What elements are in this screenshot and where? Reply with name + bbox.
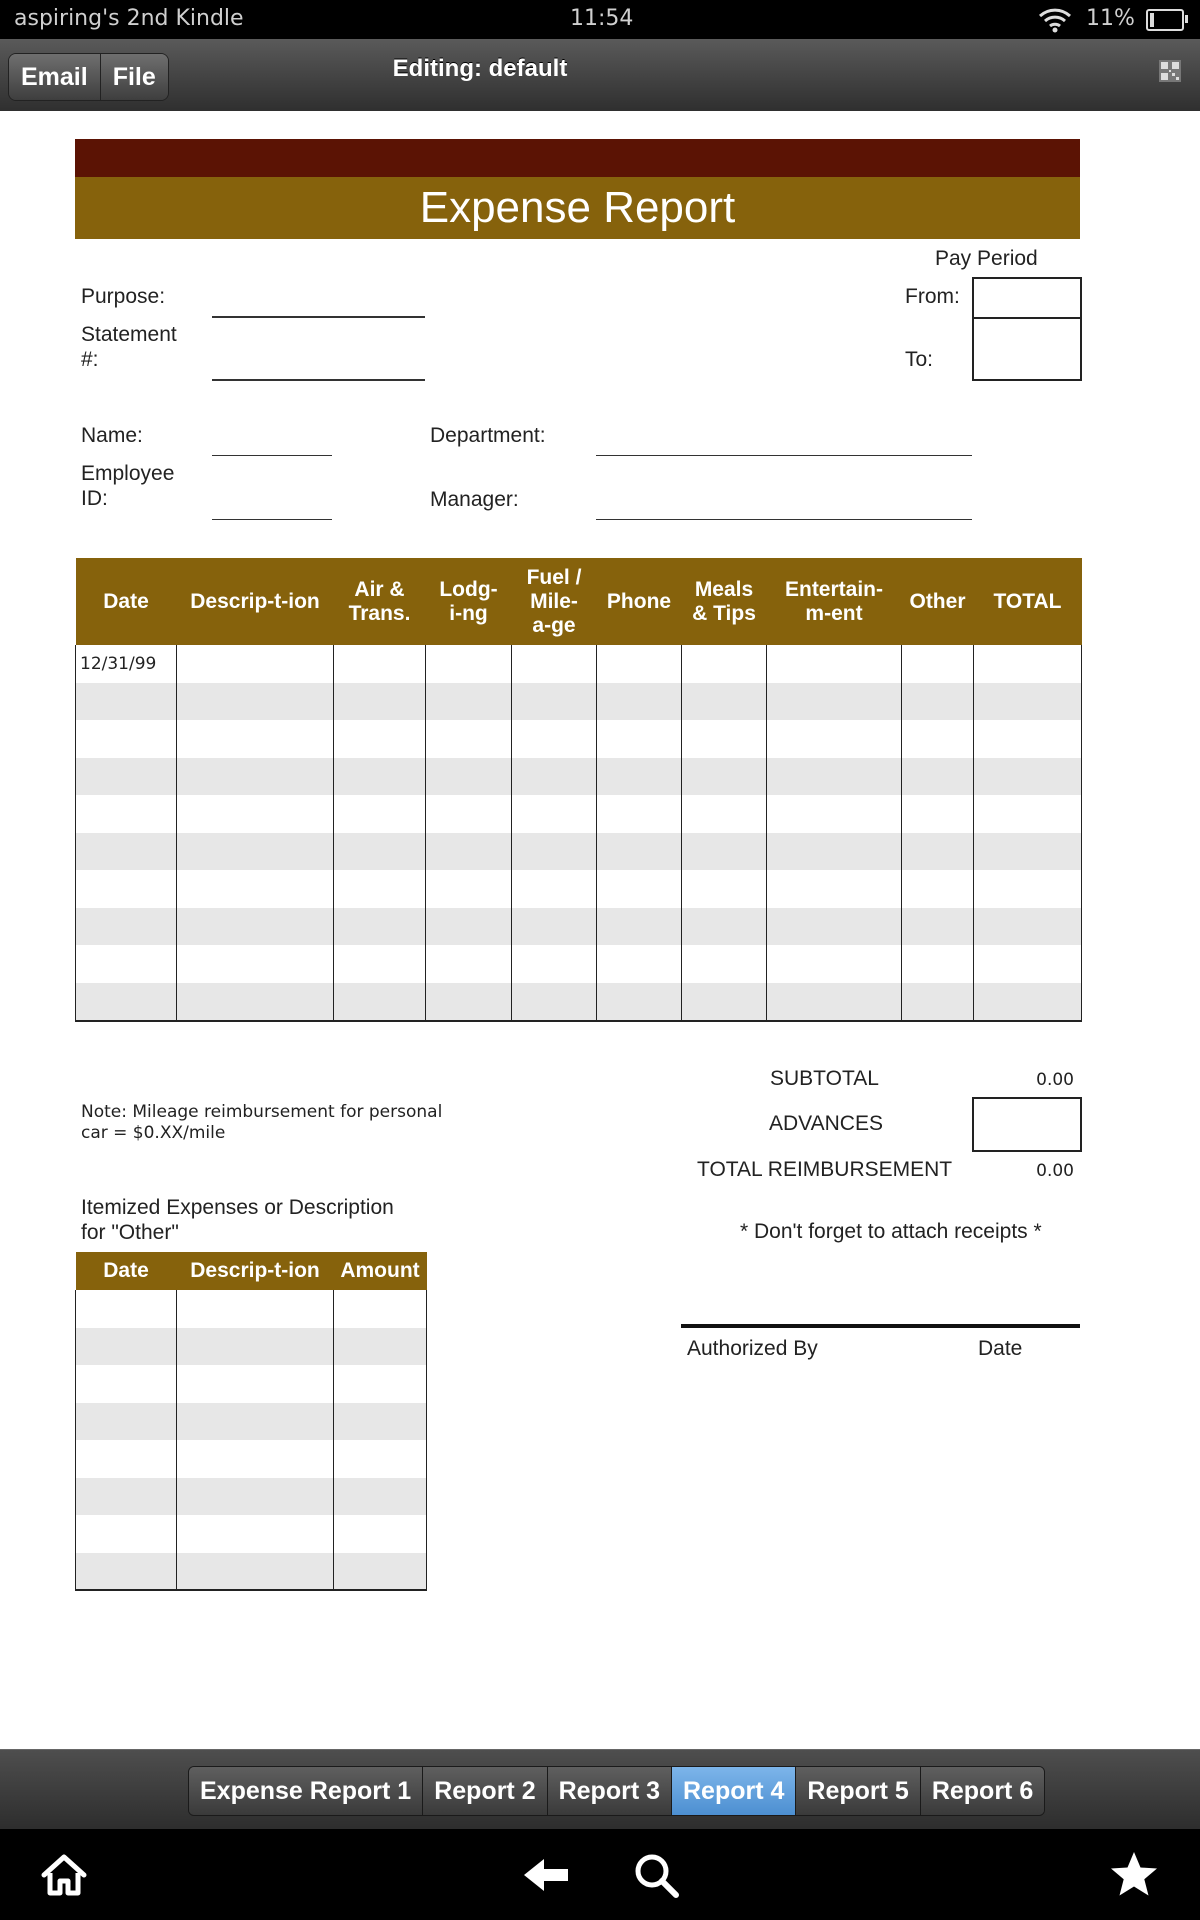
column-header — [177, 558, 334, 645]
table-cell[interactable] — [682, 645, 767, 683]
table-cell[interactable] — [902, 720, 974, 758]
table-cell[interactable] — [177, 908, 334, 946]
itemized-column-header: Descrip-t-ion — [177, 1252, 334, 1290]
table-cell[interactable] — [177, 645, 334, 683]
to-label: To: — [905, 348, 934, 371]
employee-id-label-line1: Employee — [81, 462, 175, 485]
table-cell[interactable] — [426, 795, 512, 833]
device-name: aspiring's 2nd Kindle — [14, 6, 244, 31]
total-reimbursement-label: TOTAL REIMBURSEMENT — [697, 1158, 953, 1181]
column-header — [974, 558, 1082, 645]
column-header — [76, 558, 177, 645]
table-cell[interactable] — [177, 1328, 334, 1366]
table-cell[interactable] — [177, 795, 334, 833]
table-cell[interactable] — [512, 983, 597, 1021]
sheet-tab[interactable]: Expense Report 1 — [189, 1767, 423, 1815]
table-cell[interactable] — [597, 720, 682, 758]
sheet-tab-bar — [0, 1749, 1200, 1830]
table-cell[interactable] — [974, 795, 1082, 833]
table-row — [76, 1478, 427, 1516]
column-header-text: Other — [909, 589, 966, 613]
table-cell[interactable] — [334, 1440, 427, 1478]
table-cell[interactable] — [76, 1553, 177, 1591]
column-header — [512, 558, 597, 645]
table-row — [76, 870, 1082, 908]
employee-id-label-line2: ID: — [81, 487, 108, 510]
table-cell[interactable] — [974, 983, 1082, 1021]
column-header — [334, 558, 426, 645]
pay-period-to-field[interactable] — [972, 317, 1082, 381]
table-cell[interactable] — [512, 683, 597, 721]
table-cell[interactable] — [177, 870, 334, 908]
table-cell[interactable] — [76, 795, 177, 833]
itemized-column-header: Amount — [334, 1252, 427, 1290]
table-cell[interactable] — [76, 983, 177, 1021]
column-header — [767, 558, 902, 645]
from-label: From: — [905, 285, 960, 308]
table-cell[interactable] — [177, 758, 334, 796]
column-header — [902, 558, 974, 645]
manager-label: Manager: — [430, 488, 519, 511]
table-cell[interactable] — [334, 645, 426, 683]
table-cell[interactable] — [682, 758, 767, 796]
table-cell[interactable] — [76, 870, 177, 908]
purpose-label: Purpose: — [81, 285, 166, 308]
table-cell[interactable] — [767, 908, 902, 946]
table-cell[interactable] — [974, 833, 1082, 871]
table-cell[interactable] — [177, 1515, 334, 1553]
table-cell[interactable] — [512, 833, 597, 871]
statement-label-line2: #: — [81, 348, 99, 371]
pay-period-label: Pay Period — [935, 247, 1038, 270]
file-button[interactable]: File — [101, 54, 168, 100]
table-cell[interactable] — [767, 945, 902, 983]
itemized-title-line1: Itemized Expenses or Description — [81, 1196, 394, 1219]
table-cell[interactable] — [974, 945, 1082, 983]
table-cell[interactable] — [974, 908, 1082, 946]
column-header-text: Mile- — [530, 589, 578, 613]
table-cell[interactable] — [512, 720, 597, 758]
battery-icon — [1146, 9, 1184, 31]
table-cell[interactable] — [177, 1553, 334, 1591]
table-row — [76, 908, 1082, 946]
column-header-text: Meals — [694, 577, 754, 601]
table-cell[interactable] — [334, 983, 426, 1021]
header-band — [75, 139, 1080, 177]
column-header-text: i-ng — [449, 601, 488, 625]
table-cell[interactable] — [512, 870, 597, 908]
table-cell[interactable] — [512, 795, 597, 833]
table-cell[interactable] — [426, 645, 512, 683]
table-cell[interactable] — [512, 758, 597, 796]
mileage-note-line1: Note: Mileage reimbursement for personal — [81, 1102, 443, 1122]
column-header — [682, 558, 767, 645]
system-nav-bar — [0, 1829, 1200, 1920]
table-cell[interactable] — [902, 945, 974, 983]
table-cell[interactable] — [426, 758, 512, 796]
table-cell[interactable] — [177, 1365, 334, 1403]
table-cell[interactable] — [334, 945, 426, 983]
expense-table-header — [76, 558, 1082, 645]
sheet-tab[interactable]: Report 4 — [672, 1767, 796, 1815]
table-cell[interactable] — [902, 795, 974, 833]
employee-id-label — [81, 461, 174, 511]
table-cell[interactable] — [902, 983, 974, 1021]
table-cell[interactable] — [682, 795, 767, 833]
table-cell[interactable] — [682, 833, 767, 871]
table-cell[interactable] — [767, 870, 902, 908]
table-cell[interactable] — [597, 645, 682, 683]
table-cell[interactable] — [334, 1515, 427, 1553]
toolbar-title: Editing: default — [392, 55, 568, 82]
search-icon[interactable] — [630, 1849, 682, 1901]
sheet-tab[interactable]: Report 6 — [921, 1767, 1044, 1815]
table-cell[interactable] — [682, 908, 767, 946]
column-header — [426, 558, 512, 645]
advances-label: ADVANCES — [769, 1112, 883, 1135]
table-cell[interactable] — [597, 833, 682, 871]
table-cell[interactable] — [334, 758, 426, 796]
table-cell[interactable] — [682, 683, 767, 721]
table-cell[interactable] — [334, 870, 426, 908]
table-cell[interactable] — [334, 795, 426, 833]
table-cell[interactable] — [682, 945, 767, 983]
table-cell[interactable] — [76, 758, 177, 796]
table-row — [76, 758, 1082, 796]
name-field[interactable] — [212, 455, 332, 456]
itemized-title-line2: for "Other" — [81, 1221, 179, 1244]
itemized-column-header: Date — [76, 1252, 177, 1290]
table-cell[interactable] — [597, 683, 682, 721]
table-cell[interactable] — [177, 1403, 334, 1441]
column-header-text: Trans. — [348, 601, 411, 625]
table-row — [76, 1365, 427, 1403]
table-cell[interactable] — [76, 720, 177, 758]
toolbar-button-group — [8, 53, 169, 101]
sheet-tab[interactable]: Report 2 — [423, 1767, 547, 1815]
column-header-text: a-ge — [532, 613, 576, 637]
column-header-text: Lodg- — [439, 577, 498, 601]
statement-number-field[interactable] — [212, 379, 425, 381]
table-cell[interactable] — [177, 1290, 334, 1328]
subtotal-value: 0.00 — [1036, 1070, 1074, 1090]
table-cell[interactable] — [426, 833, 512, 871]
table-cell[interactable] — [334, 1403, 427, 1441]
report-title: Expense Report — [419, 183, 736, 232]
wifi-icon — [1038, 7, 1072, 33]
table-cell[interactable] — [177, 945, 334, 983]
table-cell[interactable] — [974, 758, 1082, 796]
purpose-field[interactable] — [212, 316, 425, 318]
table-cell[interactable] — [767, 683, 902, 721]
itemized-table-header — [76, 1252, 427, 1290]
column-header-text: TOTAL — [993, 589, 1062, 613]
table-cell[interactable] — [76, 833, 177, 871]
table-cell[interactable] — [767, 833, 902, 871]
table-cell[interactable] — [76, 908, 177, 946]
table-cell[interactable] — [597, 870, 682, 908]
table-cell[interactable] — [902, 758, 974, 796]
authorization-signature-line[interactable] — [681, 1324, 1080, 1328]
table-row — [76, 983, 1082, 1021]
table-cell[interactable] — [597, 758, 682, 796]
employee-id-field[interactable] — [212, 519, 332, 520]
table-cell[interactable] — [767, 795, 902, 833]
sheet-tab[interactable]: Report 3 — [548, 1767, 672, 1815]
table-row — [76, 645, 1082, 683]
table-cell[interactable] — [767, 983, 902, 1021]
table-cell[interactable] — [76, 1440, 177, 1478]
table-cell[interactable] — [76, 1478, 177, 1516]
table-cell[interactable] — [177, 833, 334, 871]
table-cell[interactable] — [177, 1478, 334, 1516]
table-cell[interactable] — [334, 683, 426, 721]
table-row — [76, 1515, 427, 1553]
table-cell[interactable] — [597, 908, 682, 946]
table-cell[interactable] — [426, 983, 512, 1021]
table-cell[interactable] — [767, 720, 902, 758]
table-row — [76, 795, 1082, 833]
table-cell[interactable] — [682, 983, 767, 1021]
table-cell[interactable] — [597, 795, 682, 833]
column-header-text: Phone — [606, 589, 672, 613]
table-cell[interactable] — [76, 683, 177, 721]
table-cell[interactable] — [512, 945, 597, 983]
table-row — [76, 1403, 427, 1441]
table-cell[interactable] — [902, 645, 974, 683]
table-cell[interactable] — [334, 1365, 427, 1403]
manager-field[interactable] — [596, 519, 972, 520]
itemized-title — [81, 1195, 394, 1245]
table-cell[interactable] — [334, 908, 426, 946]
table-row — [76, 1440, 427, 1478]
table-cell[interactable] — [76, 1403, 177, 1441]
table-cell[interactable] — [426, 683, 512, 721]
app-toolbar — [0, 39, 1200, 112]
qr-code-icon[interactable] — [1158, 59, 1182, 83]
table-cell[interactable] — [334, 1328, 427, 1366]
expense-report-sheet — [0, 111, 1200, 1749]
table-row — [76, 833, 1082, 871]
table-cell[interactable] — [177, 983, 334, 1021]
table-cell[interactable] — [974, 645, 1082, 683]
pay-period-from-field[interactable] — [972, 277, 1082, 319]
table-cell[interactable] — [76, 1515, 177, 1553]
column-header-text: m-ent — [805, 601, 863, 625]
column-header-text: Entertain- — [784, 577, 883, 601]
table-cell[interactable] — [682, 870, 767, 908]
table-cell[interactable] — [177, 720, 334, 758]
column-header-text: & Tips — [692, 601, 756, 625]
sheet-tab[interactable]: Report 5 — [796, 1767, 920, 1815]
table-cell[interactable] — [902, 833, 974, 871]
table-cell[interactable] — [76, 1290, 177, 1328]
statement-label-line1: Statement — [81, 323, 177, 346]
date-cell[interactable]: 12/31/99 — [76, 645, 177, 683]
column-header-text: Fuel / — [526, 565, 582, 589]
department-field[interactable] — [596, 455, 972, 456]
sheet-tabs — [188, 1766, 1045, 1816]
column-header — [597, 558, 682, 645]
table-cell[interactable] — [76, 945, 177, 983]
table-cell[interactable] — [76, 1365, 177, 1403]
table-cell[interactable] — [334, 720, 426, 758]
table-cell[interactable] — [902, 870, 974, 908]
table-cell[interactable] — [767, 758, 902, 796]
title-band — [75, 177, 1080, 239]
table-cell[interactable] — [974, 870, 1082, 908]
table-row — [76, 683, 1082, 721]
battery-level: 11% — [1086, 6, 1135, 31]
back-icon[interactable] — [520, 1849, 572, 1901]
table-cell[interactable] — [177, 683, 334, 721]
table-row — [76, 1328, 427, 1366]
name-label: Name: — [81, 424, 143, 447]
advances-field[interactable] — [972, 1097, 1082, 1152]
table-cell[interactable] — [974, 683, 1082, 721]
authorized-date-label: Date — [978, 1337, 1023, 1360]
department-label: Department: — [430, 424, 546, 447]
clock: 11:54 — [570, 6, 634, 31]
authorized-by-label: Authorized By — [687, 1337, 818, 1360]
column-header-text: Air & — [354, 577, 405, 601]
table-cell[interactable] — [426, 908, 512, 946]
table-cell[interactable] — [902, 683, 974, 721]
table-cell[interactable] — [426, 945, 512, 983]
table-cell[interactable] — [512, 908, 597, 946]
table-row — [76, 1290, 427, 1328]
table-cell[interactable] — [426, 720, 512, 758]
statement-label — [81, 322, 177, 372]
table-cell[interactable] — [334, 1478, 427, 1516]
table-cell[interactable] — [767, 645, 902, 683]
table-cell[interactable] — [426, 870, 512, 908]
table-cell[interactable] — [76, 1328, 177, 1366]
expense-table — [75, 558, 1082, 1022]
table-cell[interactable] — [597, 945, 682, 983]
status-bar — [0, 0, 1200, 39]
table-row — [76, 720, 1082, 758]
star-icon[interactable] — [1108, 1849, 1160, 1901]
itemized-table — [75, 1252, 427, 1591]
column-header-text: Date — [103, 589, 149, 613]
table-cell[interactable] — [902, 908, 974, 946]
email-button[interactable]: Email — [9, 54, 101, 100]
table-cell[interactable] — [334, 833, 426, 871]
table-cell[interactable] — [177, 1440, 334, 1478]
table-cell[interactable] — [334, 1290, 427, 1328]
receipts-reminder: * Don't forget to attach receipts * — [740, 1220, 1042, 1243]
table-cell[interactable] — [597, 983, 682, 1021]
table-row — [76, 1553, 427, 1591]
mileage-note-line2: car = $0.XX/mile — [81, 1123, 226, 1143]
table-cell[interactable] — [512, 645, 597, 683]
home-icon[interactable] — [38, 1849, 90, 1901]
table-cell[interactable] — [334, 1553, 427, 1591]
mileage-note — [81, 1102, 442, 1144]
table-cell[interactable] — [682, 720, 767, 758]
total-reimbursement-value: 0.00 — [1036, 1161, 1074, 1181]
table-cell[interactable] — [974, 720, 1082, 758]
table-row — [76, 945, 1082, 983]
column-header-text: Descrip-t-ion — [190, 589, 320, 613]
subtotal-label: SUBTOTAL — [770, 1067, 879, 1090]
